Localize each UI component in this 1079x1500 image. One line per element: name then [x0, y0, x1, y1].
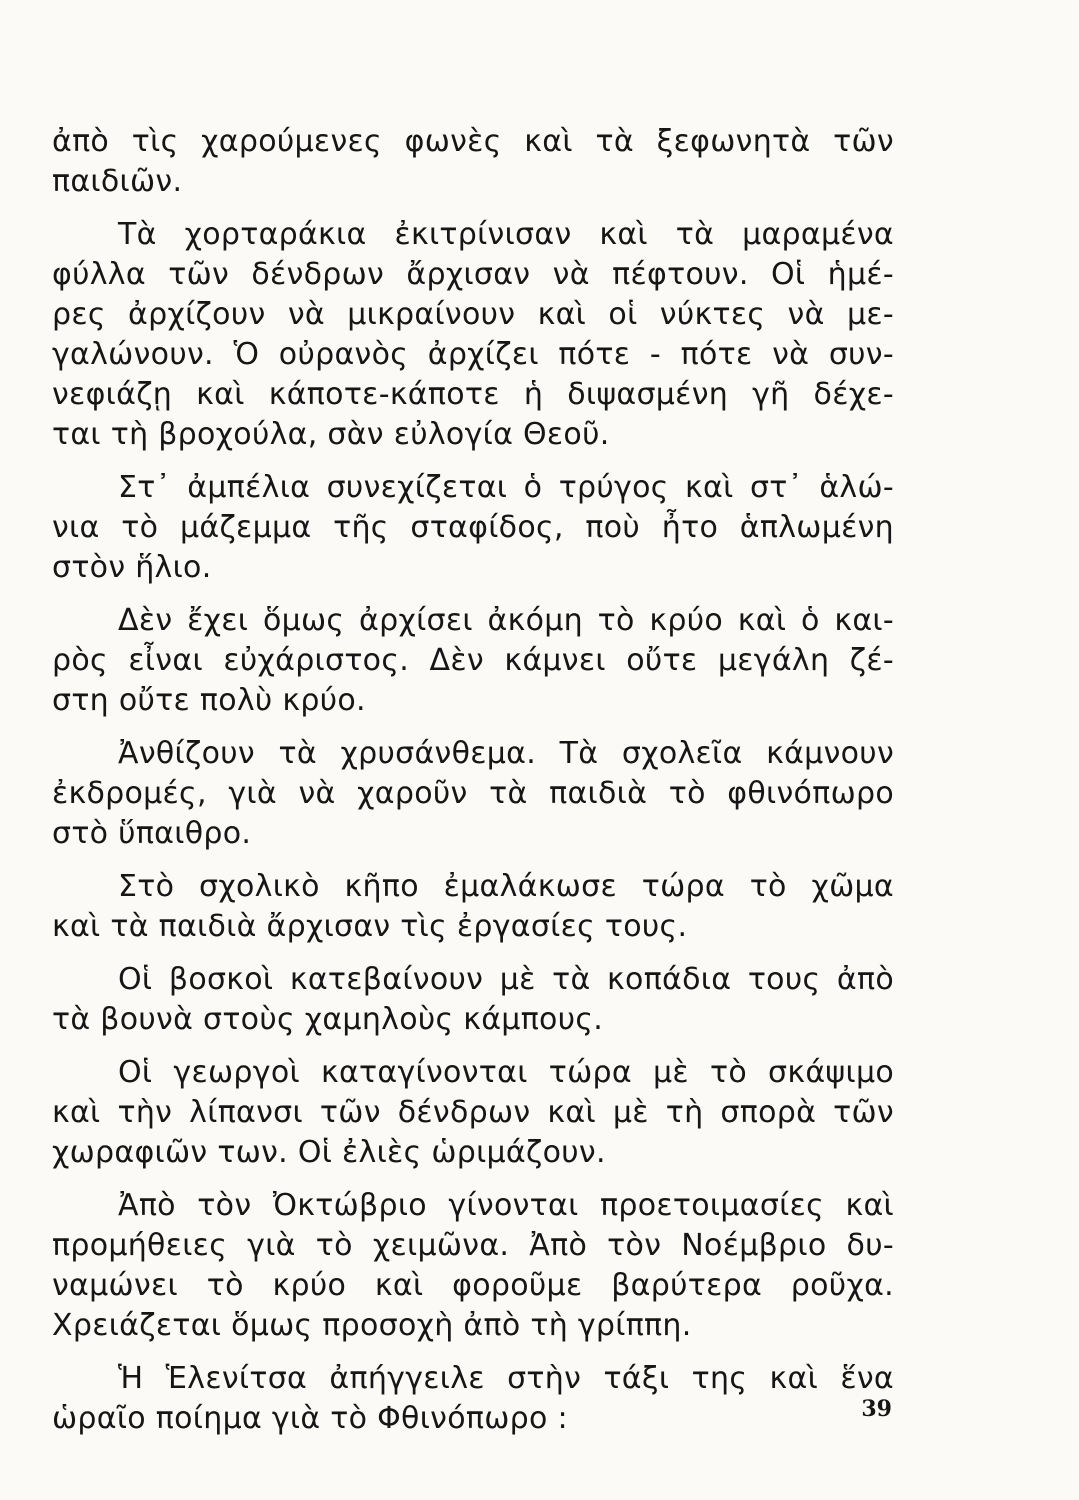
text-line: Χρειάζεται ὅμως προσοχὴ ἀπὸ τὴ γρίππη.: [52, 1308, 692, 1343]
text-line: Οἱ βοσκοὶ κατεβαίνουν μὲ τὰ κοπάδια τους ἀπὸ: [118, 962, 894, 997]
text-line: χωραφιῶν των. Οἱ ἐλιὲς ὡριμάζουν.: [52, 1135, 606, 1170]
paragraph: [52, 468, 894, 588]
text-line: Ἡ Ἑλενίτσα ἀπήγγειλε στὴν τάξι της καὶ ἕνα: [118, 1361, 894, 1396]
paragraph: [52, 1186, 894, 1346]
text-line: προμήθειες γιὰ τὸ χειμῶνα. Ἀπὸ τὸν Νοέμβριο δυ-: [52, 1228, 894, 1263]
paragraph: [52, 215, 894, 455]
paragraph: [52, 122, 894, 202]
paragraph: [52, 1359, 894, 1439]
text-line: φύλλα τῶν δένδρων ἄρχισαν νὰ πέφτουν. Οἱ ἡμέ-: [52, 257, 894, 292]
paragraph: [52, 734, 894, 854]
text-line: ναμώνει τὸ κρύο καὶ φοροῦμε βαρύτερα ροῦχα.: [52, 1268, 894, 1303]
text-line: Δὲν ἔχει ὅμως ἀρχίσει ἀκόμη τὸ κρύο καὶ ὁ και-: [118, 603, 894, 638]
text-line: ὡραῖο ποίημα γιὰ τὸ Φθινόπωρο :: [52, 1401, 568, 1436]
text-line: γαλώνουν. Ὁ οὐρανὸς ἀρχίζει πότε - πότε νὰ συν-: [52, 337, 894, 372]
text-line: καὶ τὰ παιδιὰ ἄρχισαν τὶς ἐργασίες τους.: [52, 909, 688, 944]
paragraph: [52, 1053, 894, 1173]
text-line: τὰ βουνὰ στοὺς χαμηλοὺς κάμπους.: [52, 1002, 604, 1037]
paragraph: [52, 867, 894, 947]
text-line: ἐκδρομές, γιὰ νὰ χαροῦν τὰ παιδιὰ τὸ φθινόπωρο: [52, 776, 894, 811]
text-line: νεφιάζῃ καὶ κάποτε-κάποτε ἡ διψασμένη γῆ δέχε-: [52, 377, 894, 412]
text-line: Ἀνθίζουν τὰ χρυσάνθεμα. Τὰ σχολεῖα κάμνουν: [118, 736, 894, 771]
text-line: Στὸ σχολικὸ κῆπο ἐμαλάκωσε τώρα τὸ χῶμα: [118, 869, 894, 904]
paragraph: [52, 960, 894, 1040]
text-line: Στ᾿ ἀμπέλια συνεχίζεται ὁ τρύγος καὶ στ᾿ ἁλώ-: [118, 470, 894, 505]
text-line: στὸ ὕπαιθρο.: [52, 816, 252, 851]
page-number: 39: [861, 1396, 892, 1422]
text-line: Ἀπὸ τὸν Ὀκτώβριο γίνονται προετοιμασίες καὶ: [118, 1188, 894, 1223]
text-line: ται τὴ βροχούλα, σὰν εὐλογία Θεοῦ.: [52, 417, 610, 452]
text-line: Τὰ χορταράκια ἐκιτρίνισαν καὶ τὰ μαραμένα: [118, 217, 894, 252]
text-line: καὶ τὴν λίπανσι τῶν δένδρων καὶ μὲ τὴ σπορὰ τῶν: [52, 1095, 894, 1130]
body-text: [52, 122, 894, 1452]
paragraph: [52, 601, 894, 721]
text-line: στη οὔτε πολὺ κρύο.: [52, 683, 366, 718]
text-line: νια τὸ μάζεμμα τῆς σταφίδος, ποὺ ἦτο ἁπλωμένη: [52, 510, 894, 545]
text-line: ἀπὸ τὶς χαρούμενες φωνὲς καὶ τὰ ξεφωνητὰ τῶν: [52, 124, 894, 159]
text-line: παιδιῶν.: [52, 164, 183, 199]
text-line: Οἱ γεωργοὶ καταγίνονται τώρα μὲ τὸ σκάψιμο: [118, 1055, 894, 1090]
text-line: ρὸς εἶναι εὐχάριστος. Δὲν κάμνει οὔτε μεγάλη ζέ-: [52, 643, 894, 678]
text-line: ρες ἀρχίζουν νὰ μικραίνουν καὶ οἱ νύκτες νὰ με-: [52, 297, 894, 332]
text-line: στὸν ἥλιο.: [52, 550, 212, 585]
